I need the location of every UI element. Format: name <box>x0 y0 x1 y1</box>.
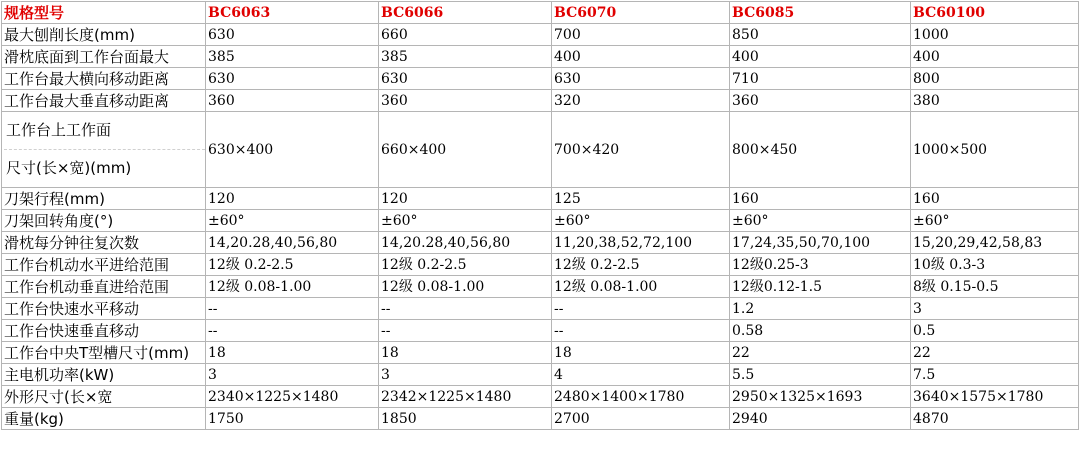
model-name: BC6066 <box>379 2 552 24</box>
cell-value: 3640×1575×1780 <box>911 386 1079 408</box>
cell-value: 360 <box>379 90 552 112</box>
cell-value: 14,20.28,40,56,80 <box>206 232 379 254</box>
cell-value: 360 <box>206 90 379 112</box>
model-name: BC60100 <box>911 2 1079 24</box>
cell-value: 385 <box>206 46 379 68</box>
cell-value: 400 <box>730 46 911 68</box>
cell-value: 18 <box>206 342 379 364</box>
cell-value: 380 <box>911 90 1079 112</box>
cell-value: 630×400 <box>206 112 379 188</box>
spec-table <box>1 1 1079 430</box>
cell-value: 710 <box>730 68 911 90</box>
row-label: 最大刨削长度(mm) <box>2 24 206 46</box>
cell-value: 360 <box>730 90 911 112</box>
row-label-line-2: 尺寸(长×宽)(mm) <box>6 159 132 177</box>
cell-value: 400 <box>552 46 730 68</box>
row-label: 重量(kg) <box>2 408 206 430</box>
cell-value: 12级 0.08-1.00 <box>379 276 552 298</box>
cell-value: 2940 <box>730 408 911 430</box>
table-row <box>2 24 1079 46</box>
cell-value: 630 <box>206 24 379 46</box>
row-label: 刀架行程(mm) <box>2 188 206 210</box>
cell-value: 850 <box>730 24 911 46</box>
cell-value: 7.5 <box>911 364 1079 386</box>
cell-value: 15,20,29,42,58,83 <box>911 232 1079 254</box>
cell-value: 0.5 <box>911 320 1079 342</box>
row-label: 滑枕底面到工作台面最大 <box>2 46 206 68</box>
cell-value: 11,20,38,52,72,100 <box>552 232 730 254</box>
row-label <box>2 112 206 188</box>
row-label: 工作台中央T型槽尺寸(mm) <box>2 342 206 364</box>
cell-value: -- <box>552 320 730 342</box>
cell-value: 630 <box>552 68 730 90</box>
table-row <box>2 254 1079 276</box>
cell-value: ±60° <box>552 210 730 232</box>
cell-value: -- <box>379 320 552 342</box>
cell-value: ±60° <box>379 210 552 232</box>
cell-value: 22 <box>730 342 911 364</box>
cell-value: 800 <box>911 68 1079 90</box>
cell-value: -- <box>206 298 379 320</box>
cell-value: 18 <box>552 342 730 364</box>
table-row <box>2 342 1079 364</box>
cell-value: 125 <box>552 188 730 210</box>
cell-value: 4870 <box>911 408 1079 430</box>
cell-value: 320 <box>552 90 730 112</box>
table-row <box>2 364 1079 386</box>
cell-value: 1850 <box>379 408 552 430</box>
cell-value: 630 <box>379 68 552 90</box>
cell-value: 12级 0.08-1.00 <box>552 276 730 298</box>
cell-value: -- <box>379 298 552 320</box>
cell-value: 2700 <box>552 408 730 430</box>
cell-value: 12级 0.2-2.5 <box>206 254 379 276</box>
row-label: 工作台快速水平移动 <box>2 298 206 320</box>
cell-value: 120 <box>206 188 379 210</box>
table-row <box>2 68 1079 90</box>
cell-value: -- <box>552 298 730 320</box>
cell-value: ±60° <box>206 210 379 232</box>
row-label: 主电机功率(kW) <box>2 364 206 386</box>
cell-value: 1.2 <box>730 298 911 320</box>
cell-value: 2950×1325×1693 <box>730 386 911 408</box>
cell-value: 12级 0.08-1.00 <box>206 276 379 298</box>
cell-value: 630 <box>206 68 379 90</box>
cell-value: 660 <box>379 24 552 46</box>
cell-value: 3 <box>911 298 1079 320</box>
table-row <box>2 320 1079 342</box>
cell-value: -- <box>206 320 379 342</box>
row-label: 滑枕每分钟往复次数 <box>2 232 206 254</box>
table-row <box>2 408 1079 430</box>
table-row <box>2 46 1079 68</box>
cell-value: 385 <box>379 46 552 68</box>
table-row <box>2 276 1079 298</box>
table-row <box>2 298 1079 320</box>
cell-value: 12级0.12-1.5 <box>730 276 911 298</box>
row-label-line-1: 工作台上工作面 <box>4 112 205 150</box>
cell-value: 700 <box>552 24 730 46</box>
table-row <box>2 188 1079 210</box>
cell-value: 2480×1400×1780 <box>552 386 730 408</box>
cell-value: 1000×500 <box>911 112 1079 188</box>
model-name: BC6070 <box>552 2 730 24</box>
cell-value: ±60° <box>730 210 911 232</box>
header-label: 规格型号 <box>2 2 206 24</box>
cell-value: 4 <box>552 364 730 386</box>
cell-value: 8级 0.15-0.5 <box>911 276 1079 298</box>
table-row <box>2 90 1079 112</box>
cell-value: 1750 <box>206 408 379 430</box>
cell-value: 120 <box>379 188 552 210</box>
cell-value: 160 <box>911 188 1079 210</box>
cell-value: 3 <box>379 364 552 386</box>
cell-value: 22 <box>911 342 1079 364</box>
cell-value: 0.58 <box>730 320 911 342</box>
row-label: 刀架回转角度(°) <box>2 210 206 232</box>
cell-value: 800×450 <box>730 112 911 188</box>
row-label: 工作台快速垂直移动 <box>2 320 206 342</box>
table-row <box>2 210 1079 232</box>
cell-value: 5.5 <box>730 364 911 386</box>
cell-value: 400 <box>911 46 1079 68</box>
cell-value: ±60° <box>911 210 1079 232</box>
cell-value: 17,24,35,50,70,100 <box>730 232 911 254</box>
row-label: 工作台最大垂直移动距离 <box>2 90 206 112</box>
cell-value: 12级0.25-3 <box>730 254 911 276</box>
cell-value: 3 <box>206 364 379 386</box>
table-row <box>2 232 1079 254</box>
row-label: 工作台机动水平进给范围 <box>2 254 206 276</box>
model-name: BC6063 <box>206 2 379 24</box>
cell-value: 2340×1225×1480 <box>206 386 379 408</box>
cell-value: 2342×1225×1480 <box>379 386 552 408</box>
cell-value: 660×400 <box>379 112 552 188</box>
table-row <box>2 386 1079 408</box>
row-label: 外形尺寸(长×宽 <box>2 386 206 408</box>
cell-value: 10级 0.3-3 <box>911 254 1079 276</box>
cell-value: 160 <box>730 188 911 210</box>
row-label: 工作台机动垂直进给范围 <box>2 276 206 298</box>
model-name: BC6085 <box>730 2 911 24</box>
header-row <box>2 2 1079 24</box>
cell-value: 12级 0.2-2.5 <box>552 254 730 276</box>
cell-value: 12级 0.2-2.5 <box>379 254 552 276</box>
cell-value: 1000 <box>911 24 1079 46</box>
cell-value: 14,20.28,40,56,80 <box>379 232 552 254</box>
cell-value: 18 <box>379 342 552 364</box>
row-label: 工作台最大横向移动距离 <box>2 68 206 90</box>
cell-value: 700×420 <box>552 112 730 188</box>
table-row <box>2 112 1079 188</box>
